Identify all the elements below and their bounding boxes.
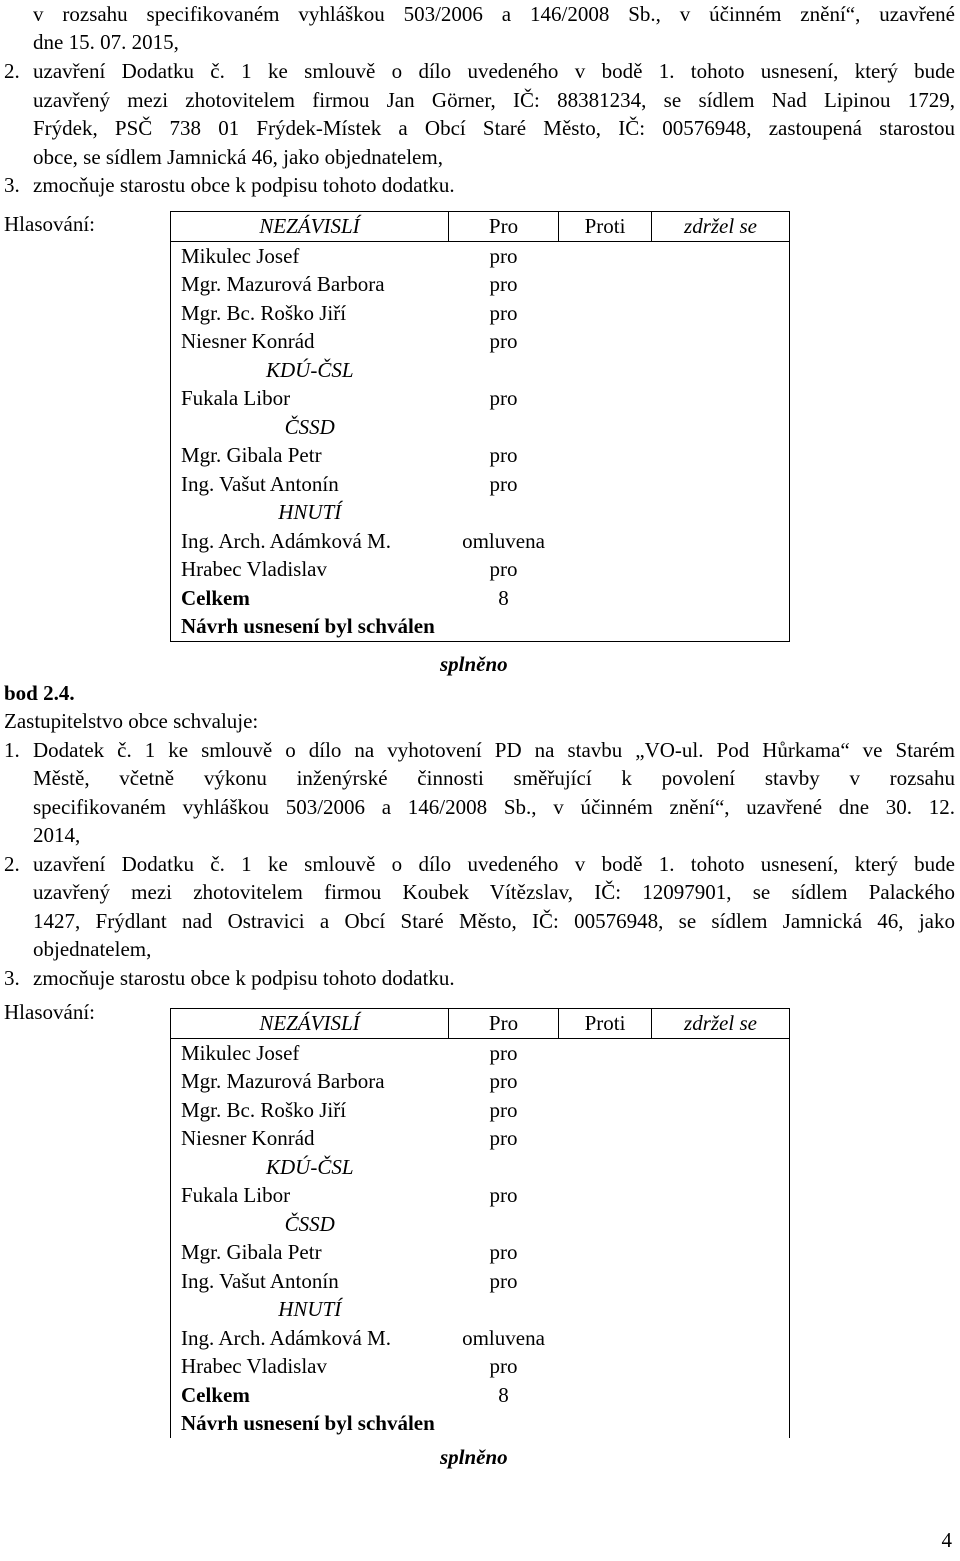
result-row: [171, 1409, 790, 1438]
total-value: 8: [498, 1382, 509, 1407]
table-row: [171, 527, 790, 556]
voting-table: [170, 1008, 790, 1438]
table-row: [171, 470, 790, 499]
table-row: [171, 1181, 790, 1210]
total-label: Celkem: [171, 1381, 449, 1410]
text-line: obce, se sídlem Jamnická 46, jako objednatelem,: [33, 145, 443, 169]
text-line: Frýdek, PSČ 738 01 Frýdek-Místek a Obcí Staré Město, IČ: 00576948, zastoupená starostou: [33, 116, 955, 140]
party-header: NEZÁVISLÍ: [171, 212, 449, 242]
vote-value: omluvena: [462, 1325, 545, 1350]
table-row: [171, 1038, 790, 1067]
vote-value: pro: [489, 272, 518, 296]
member-name: Mgr. Gibala Petr: [171, 441, 449, 470]
list-number: 3.: [4, 173, 20, 197]
status-text: splněno: [440, 652, 508, 676]
abstain-header: zdržel se: [652, 212, 790, 242]
vote-value: pro: [489, 1097, 518, 1122]
voting-table-header: [171, 1009, 790, 1039]
vote-value: pro: [489, 1354, 518, 1378]
table-row: [171, 270, 790, 299]
page-number: 4: [941, 1528, 952, 1553]
text-line: uzavření Dodatku č. 1 ke smlouvě o dílo uvedeného v bodě 1. tohoto usnesení, který bude: [33, 852, 955, 876]
table-row: [171, 1324, 790, 1353]
vote-value: pro: [489, 1240, 518, 1264]
member-name: Fukala Libor: [171, 1181, 449, 1210]
voting-table-body: [171, 241, 790, 584]
table-row: [171, 241, 790, 270]
vote-value: pro: [489, 443, 518, 467]
party-group-row: [171, 356, 790, 385]
section-heading: bod 2.4.: [4, 681, 75, 705]
table-row: [171, 1067, 790, 1096]
text-line: zmocňuje starostu obce k podpisu tohoto dodatku.: [33, 966, 455, 990]
list-number: 2.: [4, 852, 20, 876]
party-name: HNUTÍ: [171, 1295, 449, 1324]
vote-value: pro: [489, 557, 518, 581]
vote-value: pro: [489, 1268, 518, 1293]
pro-header: Pro: [449, 1009, 559, 1039]
vote-value: pro: [489, 1183, 518, 1207]
text-line: Dodatek č. 1 ke smlouvě o dílo na vyhotovení PD na stavbu „VO-ul. Pod Hůrkama“ ve Starém: [33, 738, 955, 762]
table-row: [171, 1238, 790, 1267]
member-name: Ing. Vašut Antonín: [171, 1267, 449, 1296]
text-line: 2014,: [33, 823, 81, 847]
table-row: [171, 327, 790, 356]
total-row: [171, 1381, 790, 1410]
proti-header: Proti: [559, 1009, 652, 1039]
member-name: Mikulec Josef: [171, 241, 449, 270]
vote-value: pro: [489, 243, 518, 268]
text-line: objednatelem,: [33, 937, 152, 961]
list-number: 3.: [4, 966, 20, 990]
table-row: [171, 1124, 790, 1153]
table-row: [171, 441, 790, 470]
party-name: KDÚ-ČSL: [171, 1153, 449, 1182]
list-number: 2.: [4, 59, 20, 83]
voting-table-header: [171, 212, 790, 242]
text-line: Městě, včetně výkonu inženýrské činnosti směřující k povolení stavby v rozsahu: [33, 766, 955, 790]
result-row: [171, 612, 790, 641]
party-group-row: [171, 1153, 790, 1182]
member-name: Fukala Libor: [171, 384, 449, 413]
vote-value: pro: [489, 1040, 518, 1065]
vote-value: pro: [489, 329, 518, 353]
table-row: [171, 555, 790, 584]
text-line: 1427, Frýdlant nad Ostravici a Obcí Staré Město, IČ: 00576948, se sídlem Jamnická 46, jako: [33, 909, 955, 933]
voting-label: Hlasování:: [4, 1000, 95, 1024]
member-name: Ing. Vašut Antonín: [171, 470, 449, 499]
member-name: Ing. Arch. Adámková M.: [171, 527, 449, 556]
party-header: NEZÁVISLÍ: [171, 1009, 449, 1039]
member-name: Niesner Konrád: [171, 1124, 449, 1153]
table-row: [171, 1096, 790, 1125]
member-name: Niesner Konrád: [171, 327, 449, 356]
text-line: dne 15. 07. 2015,: [33, 30, 179, 54]
text-line: zmocňuje starostu obce k podpisu tohoto dodatku.: [33, 173, 455, 197]
party-group-row: [171, 498, 790, 527]
vote-value: pro: [489, 386, 518, 410]
vote-value: omluvena: [462, 528, 545, 553]
member-name: Mikulec Josef: [171, 1038, 449, 1067]
table-row: [171, 384, 790, 413]
table-row: [171, 1267, 790, 1296]
party-group-row: [171, 1210, 790, 1239]
text-line: specifikovaném vyhláškou 503/2006 a 146/2008 Sb., v účinném znění“, uzavřené dne 30. 12.: [33, 795, 955, 819]
total-label: Celkem: [171, 584, 449, 613]
member-name: Mgr. Bc. Roško Jiří: [171, 299, 449, 328]
table-row: [171, 299, 790, 328]
status-text: splněno: [440, 1445, 508, 1469]
member-name: Ing. Arch. Adámková M.: [171, 1324, 449, 1353]
proti-header: Proti: [559, 212, 652, 242]
total-row: [171, 584, 790, 613]
member-name: Mgr. Mazurová Barbora: [171, 270, 449, 299]
vote-value: pro: [489, 471, 518, 496]
section-intro: Zastupitelstvo obce schvaluje:: [4, 709, 259, 733]
pro-header: Pro: [449, 212, 559, 242]
vote-value: pro: [489, 300, 518, 325]
result-text: Návrh usnesení byl schválen: [171, 1409, 559, 1438]
member-name: Mgr. Mazurová Barbora: [171, 1067, 449, 1096]
party-name: ČSSD: [171, 1210, 449, 1239]
member-name: Mgr. Gibala Petr: [171, 1238, 449, 1267]
party-name: HNUTÍ: [171, 498, 449, 527]
text-line: uzavřený mezi zhotovitelem firmou Jan Görner, IČ: 88381234, se sídlem Nad Lipinou 1729,: [33, 88, 955, 112]
member-name: Hrabec Vladislav: [171, 555, 449, 584]
total-value: 8: [498, 585, 509, 610]
voting-table: [170, 211, 790, 642]
abstain-header: zdržel se: [652, 1009, 790, 1039]
text-line: uzavřený mezi zhotovitelem firmou Koubek Vítězslav, IČ: 12097901, se sídlem Palackého: [33, 880, 955, 904]
party-name: ČSSD: [171, 413, 449, 442]
member-name: Mgr. Bc. Roško Jiří: [171, 1096, 449, 1125]
list-number: 1.: [4, 738, 20, 762]
text-line: v rozsahu specifikovaném vyhláškou 503/2006 a 146/2008 Sb., v účinném znění“, uzavřené: [33, 2, 955, 26]
vote-value: pro: [489, 1126, 518, 1150]
party-group-row: [171, 1295, 790, 1324]
vote-value: pro: [489, 1069, 518, 1093]
voting-table-body: [171, 1038, 790, 1381]
party-name: KDÚ-ČSL: [171, 356, 449, 385]
member-name: Hrabec Vladislav: [171, 1352, 449, 1381]
voting-label: Hlasování:: [4, 212, 95, 236]
result-text: Návrh usnesení byl schválen: [171, 612, 559, 641]
party-group-row: [171, 413, 790, 442]
text-line: uzavření Dodatku č. 1 ke smlouvě o dílo uvedeného v bodě 1. tohoto usnesení, který bude: [33, 59, 955, 83]
table-row: [171, 1352, 790, 1381]
